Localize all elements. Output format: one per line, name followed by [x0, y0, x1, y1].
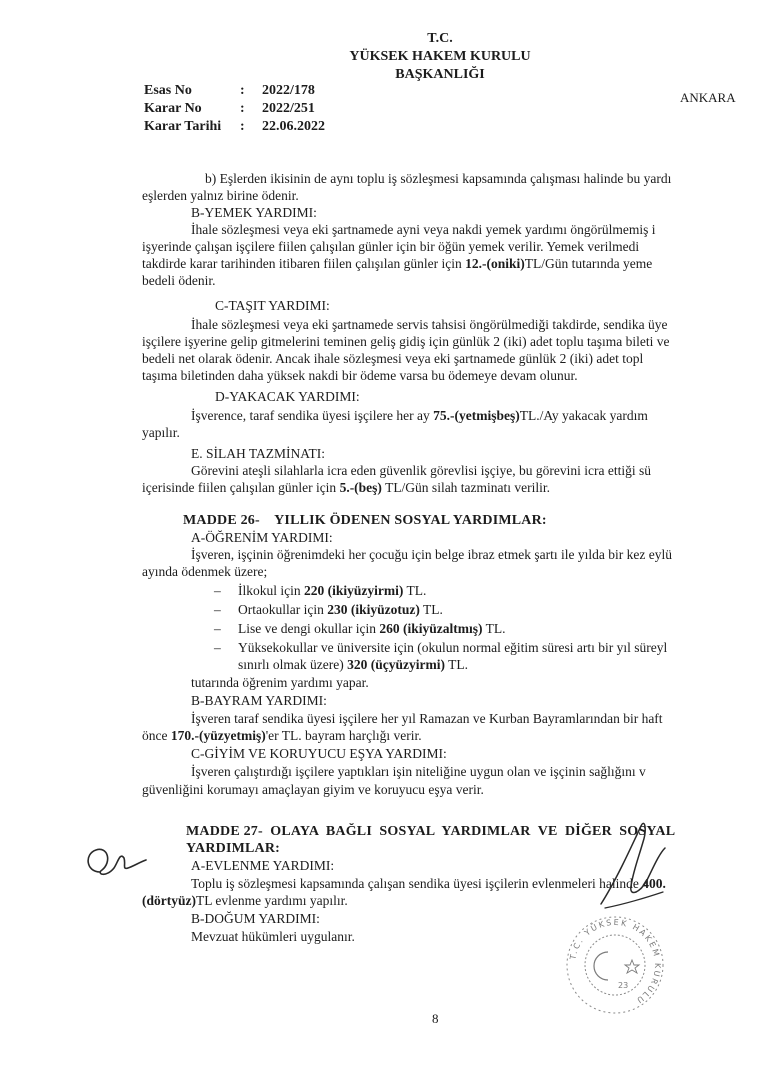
yemek-line3-end: TL/Gün tutarında yeme — [524, 256, 653, 271]
silah-amount: 5.-(beş) — [339, 480, 382, 495]
evlenme-line2 — [142, 893, 348, 909]
seal-ring-textpath: T.C. YÜKSEK HAKEM KURULU — [568, 917, 663, 1006]
silah-line1: Görevini ateşli silahlarla icra eden güvenlik görevlisi işçiye, bu görevini icra ettiği sü — [191, 463, 651, 478]
evlenme-amount-words: (dörtyüz) — [142, 893, 196, 908]
silah-line2 — [142, 480, 550, 496]
tasit-line1: İhale sözleşmesi veya eki şartnamede servis tahsisi öngörülmediği takdirde, sendika üye — [191, 317, 668, 332]
seal-ring-text — [568, 918, 662, 1006]
tarih-value: 22.06.2022 — [262, 119, 325, 134]
header-tc: T.C. — [427, 31, 453, 46]
item4-amount: 320 (üçyüzyirmi) — [347, 657, 445, 672]
bayram-line2-end: 'er TL. bayram harçlığı verir. — [265, 728, 422, 743]
yakacak-line1-text: İşverence, taraf sendika üyesi işçilere her ay — [191, 408, 434, 423]
ogrenim-end: tutarında öğrenim yardımı yapar. — [191, 675, 369, 690]
initials-signature — [78, 838, 154, 882]
tasit-line3: bedeli net olarak ödenir. Ancak ihale sözleşmesi veya eki şartnamede günlük 2 (iki) adet topl — [142, 351, 644, 366]
yakacak-line1 — [191, 408, 648, 424]
item3-text: Lise ve dengi okullar için — [238, 621, 380, 636]
yemek-line2: işyerinde çalışan işçilere fiilen çalışılan günler için bir öğün yemek verilir. Yemek verilmedi — [142, 239, 640, 254]
header-city: ANKARA — [680, 90, 736, 105]
esas-sep: : — [240, 83, 245, 98]
yakacak-line2: yapılır. — [142, 425, 180, 440]
esas-label: Esas No — [144, 83, 192, 98]
madde-26-heading: MADDE 26- YILLIK ÖDENEN SOSYAL YARDIMLAR: — [183, 513, 547, 528]
dogum-line1: Mevzuat hükümleri uygulanır. — [191, 929, 355, 944]
item1-end: TL. — [403, 583, 427, 598]
silah-line2-end: TL/Gün silah tazminatı verilir. — [381, 480, 551, 495]
list-item-ortaokul — [238, 602, 443, 618]
yakacak-line1-end: TL./Ay yakacak yardım — [519, 408, 648, 423]
item1-amount: 220 (ikiyüzyirmi) — [304, 583, 404, 598]
yemek-line1: İhale sözleşmesi veya eki şartnamede ayni veya nakdi yemek yardımı öngörülmemiş i — [191, 222, 656, 237]
karar-sep: : — [240, 101, 245, 116]
evlenme-amount: 400. — [642, 876, 666, 891]
list-item-ilkokul — [238, 583, 426, 599]
list-item-lise — [238, 621, 505, 637]
evlenme-line2-end: TL evlenme yardımı yapılır. — [196, 893, 348, 908]
dogum-title: B-DOĞUM YARDIMI: — [191, 911, 320, 926]
karar-value: 2022/251 — [262, 101, 315, 116]
giyim-line1: İşveren çalıştırdığı işçilere yaptıkları işin niteliğine uygun olan ve işçinin sağlığını v — [191, 764, 646, 779]
list-dash: – — [214, 602, 221, 617]
yakacak-amount: 75.-(yetmişbeş) — [433, 408, 520, 423]
item2-amount: 230 (ikiyüzotuz) — [327, 602, 420, 617]
bayram-line2 — [142, 728, 422, 744]
silah-line2-text: içerisinde fiilen çalışılan günler için — [142, 480, 340, 495]
esas-value: 2022/178 — [262, 83, 315, 98]
yemek-line3 — [142, 256, 652, 272]
evlenme-line1-text: Toplu iş sözleşmesi kapsamında çalışan sendika üyesi işçilerin evlenmeleri halinde — [191, 876, 643, 891]
giyim-line2: güvenliğini korumayı amaçlayan giyim ve koruyucu eşya verir. — [142, 782, 484, 797]
chairman-signature — [585, 812, 715, 912]
header-presidency: BAŞKANLIĞI — [395, 67, 485, 82]
tarih-label: Karar Tarihi — [144, 119, 222, 134]
yakacak-title: D-YAKACAK YARDIMI: — [215, 389, 360, 404]
giyim-title: C-GİYİM VE KORUYUCU EŞYA YARDIMI: — [191, 746, 447, 761]
bayram-amount: 170.-(yüzyetmiş) — [170, 728, 266, 743]
yemek-title: B-YEMEK YARDIMI: — [191, 205, 317, 220]
list-dash: – — [214, 583, 221, 598]
tasit-line4: taşıma biletinden daha yüksek nakdi bir ödeme varsa bu ödemeye devam olunur. — [142, 368, 578, 383]
evlenme-title: A-EVLENME YARDIMI: — [191, 858, 335, 873]
page-number: 8 — [432, 1011, 439, 1026]
ogrenim-line2: ayında ödenmek üzere; — [142, 564, 268, 579]
yemek-line4: bedeli ödenir. — [142, 273, 216, 288]
bayram-line2-text: önce — [142, 728, 171, 743]
seal-number: 23 — [618, 981, 629, 990]
b-intro-line2: eşlerden yalnız birine ödenir. — [142, 188, 299, 203]
silah-title: E. SİLAH TAZMİNATI: — [191, 446, 326, 461]
tarih-sep: : — [240, 119, 245, 134]
list-item-universite-line1: Yüksekokullar ve üniversite için (okulun normal eğitim süresi artı bir yıl süreyl — [238, 640, 668, 655]
header-institution: YÜKSEK HAKEM KURULU — [349, 49, 531, 64]
tasit-title: C-TAŞIT YARDIMI: — [215, 298, 330, 313]
bayram-title: B-BAYRAM YARDIMI: — [191, 693, 327, 708]
item2-text: Ortaokullar için — [238, 602, 328, 617]
madde-27-heading-cont: YARDIMLAR: — [186, 841, 281, 856]
item1-text: İlkokul için — [238, 583, 304, 598]
yemek-amount: 12.-(oniki) — [465, 256, 525, 271]
item4-end: TL. — [444, 657, 468, 672]
item2-end: TL. — [419, 602, 443, 617]
list-dash: – — [214, 640, 221, 655]
item3-amount: 260 (ikiyüzaltmış) — [379, 621, 483, 636]
list-dash: – — [214, 621, 221, 636]
b-intro-line1: b) Eşlerden ikisinin de aynı toplu iş sözleşmesi kapsamında çalışması halinde bu yardı — [205, 171, 672, 186]
item3-end: TL. — [482, 621, 506, 636]
madde-27-heading: MADDE 27- OLAYA BAĞLI SOSYAL YARDIMLAR VE DİĞER SOSYAL — [186, 824, 676, 839]
bayram-line1: İşveren taraf sendika üyesi işçilere her yıl Ramazan ve Kurban Bayramlarından bir haft — [191, 711, 663, 726]
ogrenim-line1: İşveren, işçinin öğrenimdeki her çocuğu için belge ibraz etmek şartı ile yılda bir kez eylü — [191, 547, 672, 562]
item4-text: sınırlı olmak üzere) — [238, 657, 348, 672]
list-item-universite-line2 — [238, 657, 468, 673]
official-seal — [560, 910, 670, 1020]
karar-label: Karar No — [144, 101, 202, 116]
ogrenim-title: A-ÖĞRENİM YARDIMI: — [191, 530, 333, 545]
tasit-line2: işçilere işyerine gelip gitmelerini teminen geliş gidiş için günlük 2 (iki) adet toplu taşıma bileti ve — [142, 334, 670, 349]
yemek-line3-text: takdirde karar tarihinden itibaren fiilen çalışılan günler için — [142, 256, 466, 271]
